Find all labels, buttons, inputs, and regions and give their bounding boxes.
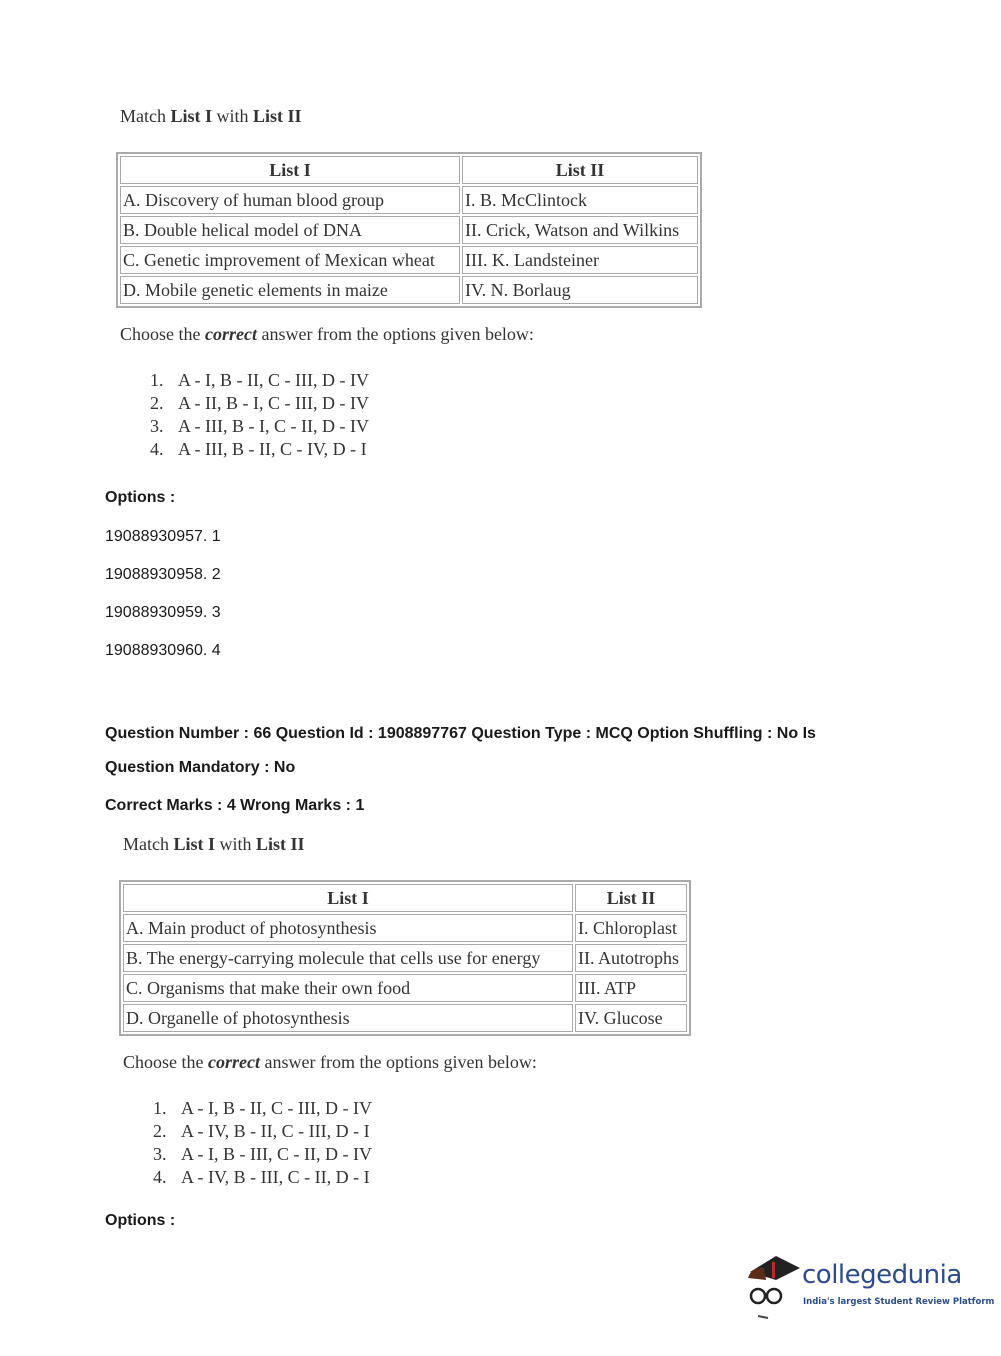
- cell: B. Double helical model of DNA: [120, 216, 460, 244]
- q65-choose-text: Choose the correct answer from the options given below:: [120, 324, 534, 344]
- table-row: [123, 914, 687, 942]
- cell: II. Crick, Watson and Wilkins: [462, 216, 698, 244]
- table-row: [123, 1004, 687, 1032]
- cell: IV. Glucose: [575, 1004, 687, 1032]
- option-item: 19088930958. 2: [105, 566, 221, 583]
- table-row: [123, 944, 687, 972]
- choice-item: 3. A - I, B - III, C - II, D - IV: [153, 1144, 372, 1164]
- cell: B. The energy-carrying molecule that cells use for energy: [123, 944, 573, 972]
- choice-item: 2. A - II, B - I, C - III, D - IV: [150, 393, 369, 413]
- logo-wordmark: collegedunia: [802, 1260, 962, 1290]
- option-item: 19088930959. 3: [105, 604, 221, 621]
- cell: D. Mobile genetic elements in maize: [120, 276, 460, 304]
- q66-choose-text: Choose the correct answer from the options given below:: [123, 1052, 537, 1072]
- choice-item: 4. A - IV, B - III, C - II, D - I: [153, 1167, 370, 1187]
- logo-tagline: India's largest Student Review Platform: [803, 1297, 995, 1307]
- cell: IV. N. Borlaug: [462, 276, 698, 304]
- q65-match-table: [116, 152, 702, 308]
- choice-item: 1. A - I, B - II, C - III, D - IV: [150, 370, 369, 390]
- collegedunia-logo: [742, 1250, 995, 1320]
- option-item: 19088930957. 1: [105, 528, 221, 545]
- q66-match-table: [119, 880, 691, 1036]
- mascot-icon: [742, 1250, 802, 1320]
- cell: D. Organelle of photosynthesis: [123, 1004, 573, 1032]
- cell: A. Main product of photosynthesis: [123, 914, 573, 942]
- choice-item: 1. A - I, B - II, C - III, D - IV: [153, 1098, 372, 1118]
- table-row: [123, 974, 687, 1002]
- cell: III. ATP: [575, 974, 687, 1002]
- cell: I. Chloroplast: [575, 914, 687, 942]
- choice-item: 3. A - III, B - I, C - II, D - IV: [150, 416, 369, 436]
- q65-choice-list: [150, 369, 369, 461]
- q66-meta-line-1: Question Number : 66 Question Id : 1908897767 Question Type : MCQ Option Shuffling : No Is: [105, 725, 816, 742]
- header-list-1: List I: [123, 884, 573, 912]
- header-list-2: List II: [462, 156, 698, 184]
- cell: III. K. Landsteiner: [462, 246, 698, 274]
- option-item: 19088930960. 4: [105, 642, 221, 659]
- cell: II. Autotrophs: [575, 944, 687, 972]
- table-row: [120, 186, 698, 214]
- q66-choice-list: [153, 1097, 372, 1189]
- cell: C. Organisms that make their own food: [123, 974, 573, 1002]
- header-list-1: List I: [120, 156, 460, 184]
- q65-options-label: Options :: [105, 489, 176, 506]
- q65-instruction: Match List I with List II: [120, 106, 302, 126]
- header-list-2: List II: [575, 884, 687, 912]
- choice-item: 2. A - IV, B - II, C - III, D - I: [153, 1121, 370, 1141]
- q66-instruction: Match List I with List II: [123, 834, 305, 854]
- cell: I. B. McClintock: [462, 186, 698, 214]
- cell: C. Genetic improvement of Mexican wheat: [120, 246, 460, 274]
- q66-marks: Correct Marks : 4 Wrong Marks : 1: [105, 797, 365, 814]
- choice-item: 4. A - III, B - II, C - IV, D - I: [150, 439, 367, 459]
- q66-meta-line-2: Question Mandatory : No: [105, 759, 296, 776]
- q66-options-label: Options :: [105, 1212, 176, 1229]
- cell: A. Discovery of human blood group: [120, 186, 460, 214]
- table-row: [120, 246, 698, 274]
- table-row: [120, 276, 698, 304]
- table-row: [120, 216, 698, 244]
